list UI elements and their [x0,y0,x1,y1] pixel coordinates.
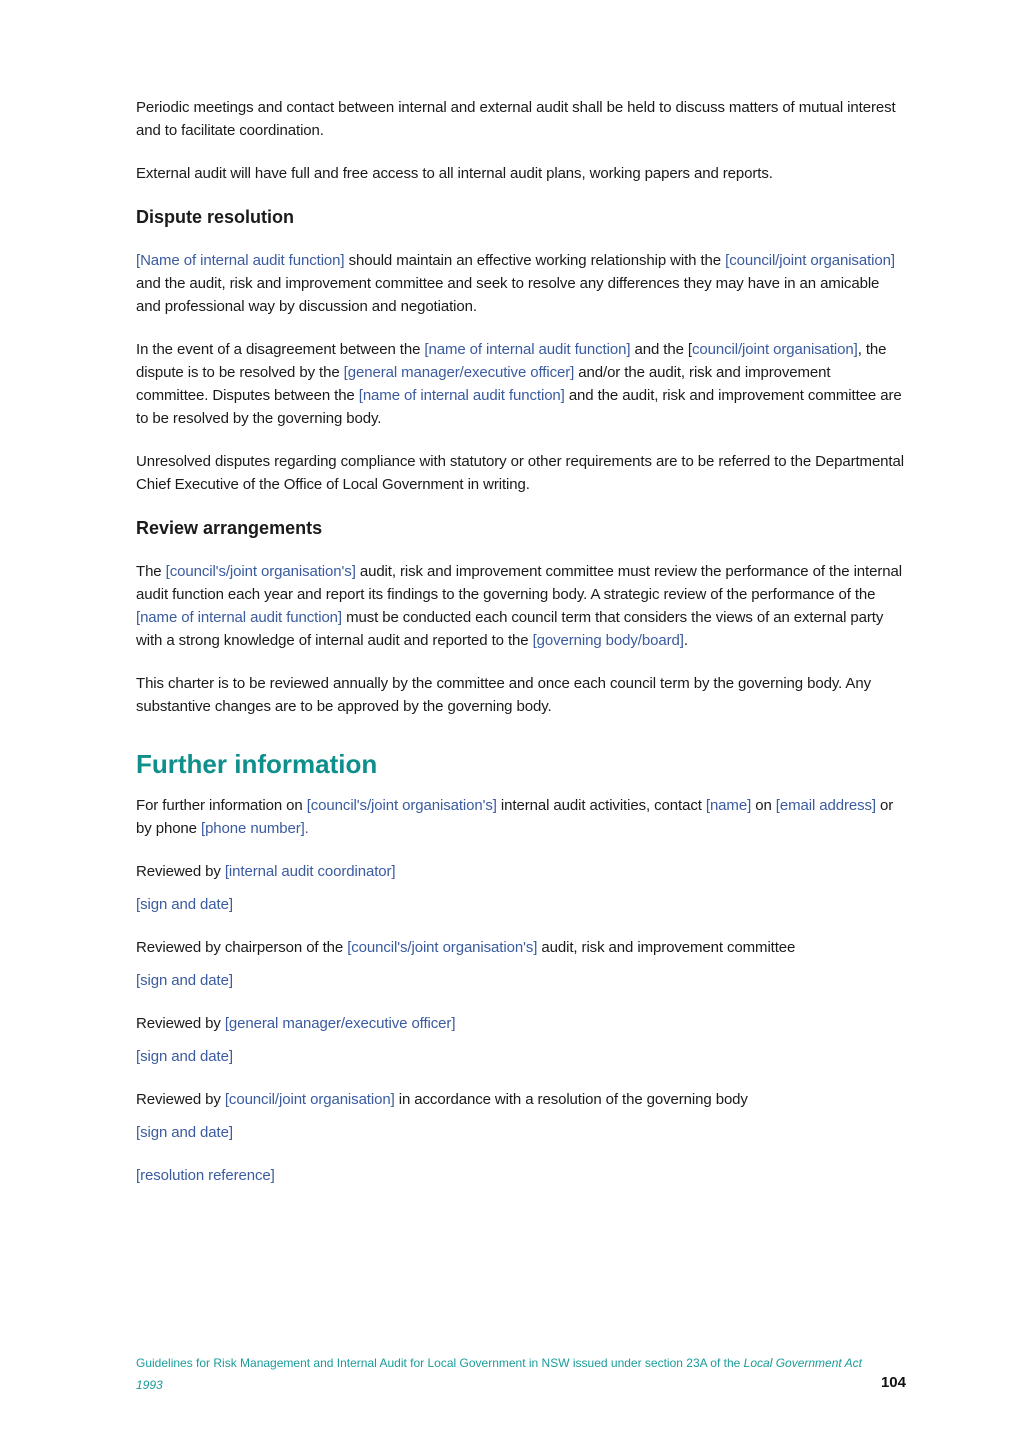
paragraph-dispute-2: In the event of a disagreement between the [name of internal audit function] and the [council/joint organisation], the dispute is to be resolved by the [general manager/executive officer] and/or the audit, risk and improvement committee. Disputes between the [name of internal audit function] and the audit, risk and improvement committee are to be resolved by the governing body. [136,341,902,427]
placeholder-text: [name of internal audit function] [424,341,631,358]
placeholder-text: [general manager/executive officer] [224,1015,456,1032]
placeholder-text: [name of internal audit function] [136,609,342,626]
heading-review-arrangements: Review arrangements [136,518,323,538]
placeholder-text: [Name of internal audit function] [136,252,345,269]
sign-and-date-3: [sign and date] [136,1048,233,1065]
page-footer [136,1352,906,1396]
page-number: 104 [880,1374,906,1391]
placeholder-text: [internal audit coordinator] [224,863,396,880]
heading-further-information: Further information [136,749,378,779]
placeholder-text: [council's/joint organisation's] [306,797,497,814]
placeholder-text: [name] [705,797,752,814]
placeholder-text: council/joint organisation] [691,341,858,358]
placeholder-text: [general manager/executive officer] [343,364,575,381]
placeholder-text: [council/joint organisation] [224,1091,395,1108]
paragraph-contact: For further information on [council's/joint organisation's] internal audit activities, contact [name] on [email address] or by phone [phone number]. [136,797,894,837]
reviewed-by-coordinator: Reviewed by [internal audit coordinator] [136,863,396,880]
placeholder-text: [governing body/board] [532,632,684,649]
placeholder-text: [council's/joint organisation's] [347,939,538,956]
placeholder-text: [name of internal audit function] [358,387,565,404]
paragraph-coordination: Periodic meetings and contact between internal and external audit shall be held to discuss matters of mutual interest and to facilitate coordination. [136,99,896,139]
paragraph-dispute-1: [Name of internal audit function] should maintain an effective working relationship with the [council/joint organisation] and the audit, risk and improvement committee and seek to resolve any differences they may have in an amicable and professional way by discussion and negotiation. [136,252,895,315]
document-body [136,96,906,1207]
placeholder-text: [council/joint organisation] [725,252,895,269]
sign-and-date-1: [sign and date] [136,896,233,913]
sign-and-date-4: [sign and date] [136,1124,233,1141]
reviewed-by-general-manager: Reviewed by [general manager/executive officer] [136,1015,456,1032]
paragraph-dispute-3: Unresolved disputes regarding compliance with statutory or other requirements are to be referred to the Departmental Chief Executive of the Office of Local Government in writing. [136,453,904,493]
paragraph-external-access: External audit will have full and free access to all internal audit plans, working papers and reports. [136,165,773,182]
footer-act-title: Local Government Act 1993 [136,1356,862,1392]
placeholder-text: [email address] [775,797,876,814]
reviewed-by-chairperson: Reviewed by chairperson of the [council's/joint organisation's] audit, risk and improvement committee [136,939,796,956]
heading-dispute-resolution: Dispute resolution [136,207,295,227]
paragraph-review-2: This charter is to be reviewed annually by the committee and once each council term by the governing body. Any substantive changes are to be approved by the governing body. [136,675,871,715]
paragraph-review-1: The [council's/joint organisation's] audit, risk and improvement committee must review the performance of the internal audit function each year and report its findings to the governing body. A strategic review of the performance of the [name of internal audit function] must be conducted each council term that considers the views of an external party with a strong knowledge of internal audit and reported to the [governing body/board]. [136,563,902,649]
resolution-reference: [resolution reference] [136,1167,275,1184]
sign-and-date-2: [sign and date] [136,972,233,989]
placeholder-text: [phone number]. [201,820,309,837]
placeholder-text: [council's/joint organisation's] [165,563,356,580]
footer-citation: Guidelines for Risk Management and Internal Audit for Local Government in NSW issued under section 23A of the Local Government Act 1993 [136,1356,862,1392]
reviewed-by-council: Reviewed by [council/joint organisation] in accordance with a resolution of the governing body [136,1091,748,1108]
